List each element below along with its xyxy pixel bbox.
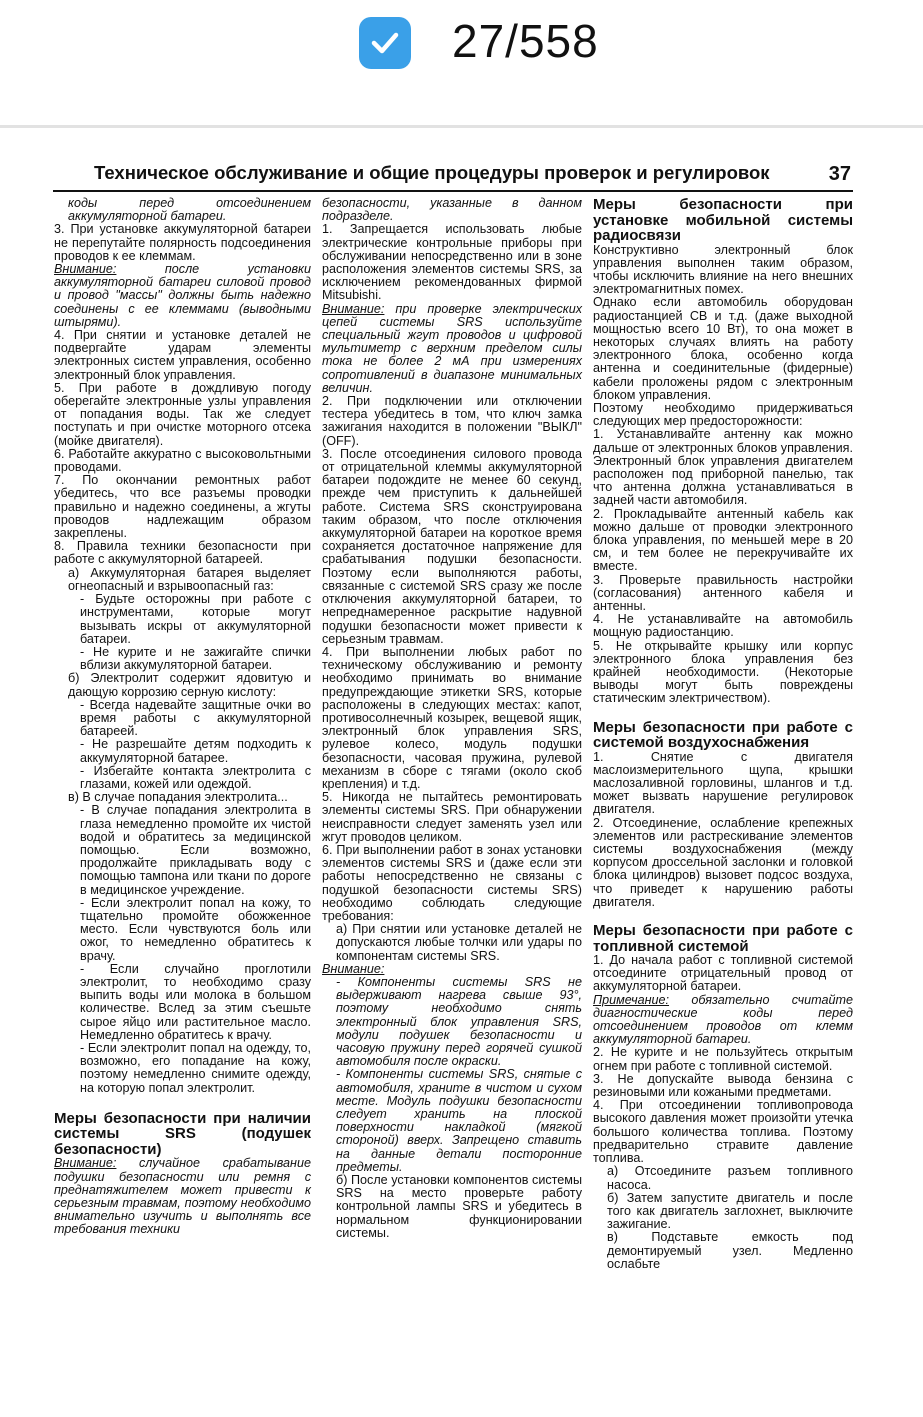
note-text: обязательно считайте диагностические коды перед отсоединением проводов от клемм аккумуляторной батареи. [593, 992, 853, 1047]
paragraph: а) Отсоедините разъем топливного насоса. [607, 1164, 853, 1192]
paragraph: 3. Не допускайте вывода бензина с резиновыми или кожаными предметами. [593, 1071, 853, 1100]
paragraph: - Будьте осторожны при работе с инструментами, которые могут вызывать искры от аккумуляторной батареи. [80, 592, 311, 646]
section-heading: Меры безопасности при наличии системы SRS (подушек безопасности) [54, 1109, 311, 1158]
paragraph: 4. При выполнении любых работ по техническому обслуживанию и ремонту необходимо принимать во внимание предупреждающие этикетки SRS, которые расположены в следующих местах: капот, противосолнечный козырек, вещевой ящик, электронный блок управления SRS, рулевое колесо, модуль подушки безопасности, часовая пружина, рулевой механизм в сборе с тягами (около скоб крепления) и т.д. [322, 644, 582, 791]
paragraph: 3. После отсоединения силового провода от отрицательной клеммы аккумуляторной батареи подождите не менее 60 секунд, прежде чем приступить к дальнейшей работе. Система SRS сконструирована таким образом, что после отключения аккумуляторной батареи на короткое время сохраняется достаточное напряжение для срабатывания подушки безопасности. Поэтому если выполняются работы, связанные с системой SRS сразу же после отключения аккумуляторной батареи, то непреднамеренное раскрытие надувной подушки безопасности может привести к серьезным травмам. [322, 446, 582, 646]
paragraph: - Компоненты системы SRS не выдерживают нагрева свыше 93°, поэтому необходимо снять электронный блок управления SRS, модули подушек безопасности и часовую пружину перед горячей сушкой автомобиля после окраски. [336, 974, 582, 1069]
paragraph [593, 994, 853, 1047]
paragraph: - Компоненты системы SRS, снятые с автомобиля, храните в чистом и сухом месте. Модуль подушки безопасности следует хранить на плоской поверхности накладкой (мягкой стороной) вверх. Запрещено ставить на данные детали посторонние предметы. [336, 1067, 582, 1174]
paragraph: - Если случайно проглотили электролит, то необходимо сразу выпить воды или молока в большом количестве. Вслед за этим съешьте сырое яйцо или растительное масло. Немедленно обратитесь к врачу. [80, 961, 311, 1042]
paragraph: безопасности, указанные в данном подразделе. [322, 196, 582, 224]
paragraph: а) Аккумуляторная батарея выделяет огнеопасный и взрывоопасный газ: [68, 565, 311, 593]
paragraph: - В случае попадания электролита в глаза немедленно промойте их чистой водой и обратитесь за медицинской помощью. Если возможно, продолжайте прикладывать воду с помощью тампона или ткани по дороге в медицинское учреждение. [80, 803, 311, 897]
page-number: 37 [828, 163, 851, 185]
paragraph: коды перед отсоединением аккумуляторной батареи. [68, 196, 311, 224]
paragraph [54, 1157, 311, 1236]
paragraph: - Если электролит попал на кожу, то тщательно промойте обожженное место. Если чувствуются боль или ожог, то немедленно обратитесь к врачу. [80, 895, 311, 963]
paragraph: - Избегайте контакта электролита с глазами, кожей или одеждой. [80, 763, 311, 791]
paragraph: Поэтому необходимо придерживаться следующих мер предосторожности: [593, 400, 853, 429]
paragraph: - Не курите и не зажигайте спички вблизи аккумуляторной батареи. [80, 644, 311, 673]
paragraph: 3. При установке аккумуляторной батареи не перепутайте полярность подсоединения проводов к ее клеммам. [54, 222, 311, 263]
paragraph: 6. При выполнении работ в зонах установки элементов системы SRS и (даже если эти работы непосредственно не связаны с подушкой безопасности системы SRS) необходимо соблюдать следующие требования: [322, 842, 582, 923]
paragraph: 2. При подключении или отключении тестера убедитесь в том, что ключ замка зажигания находится в положении "ВЫКЛ" (OFF). [322, 394, 582, 448]
paragraph: 2. Прокладывайте антенный кабель как можно дальше от проводки электронного блока управления, по меньшей мере в 20 см, и тем более не перекручивайте их вместе. [593, 506, 853, 574]
paragraph: 1. Снятие с двигателя маслоизмерительного щупа, крышки маслозаливной горловины, шлангов и т.д. может вызвать нарушение регулировок двигателя. [593, 749, 853, 817]
column-3 [593, 197, 853, 1271]
paragraph: 1. До начала работ с топливной системой отсоедините отрицательный провод от аккумуляторной батареи. [593, 953, 853, 994]
paragraph: б) После установки компонентов системы SRS на место проверьте работу контрольной лампы SRS и убедитесь в нормальном функционировании системы. [336, 1173, 582, 1240]
paragraph [54, 263, 311, 329]
column-2 [322, 197, 582, 1240]
paragraph: 4. При снятии и установке деталей не подвергайте ударам элементы электронных систем управления, особенно электронный блок управления. [54, 328, 311, 382]
page-header [53, 160, 853, 192]
paragraph: Однако если автомобиль оборудован радиостанцией СВ и т.д. (даже выходной мощностью всего 10 Вт), то она может в некоторых случаях влиять на работу электронного блока, особенно когда антенна и соединительные (фидерные) кабели проложены рядом с электронным блоком управления. [593, 295, 853, 402]
paragraph: - Не разрешайте детям подходить к аккумуляторной батарее. [80, 737, 311, 765]
paragraph: 6. Работайте аккуратно с высоковольтными проводами. [54, 446, 311, 475]
note-label: Примечание: [593, 992, 670, 1007]
paragraph [322, 303, 582, 395]
note-text: при проверке электрических цепей системы SRS используйте специальный жгут проводов и цифровой мультиметр с верхним пределом силы тока не более 2 мА при измерениях сопротивлений в диапазоне минимальных величин. [322, 301, 582, 395]
section-heading: Меры безопасности при работе с топливной системой [593, 922, 853, 955]
paragraph: 4. При отсоединении топливопровода высокого давления может произойти утечка большого количества топлива. Поэтому предварительно стравите давление топлива. [593, 1098, 853, 1166]
paragraph: - Если электролит попал на одежду, то, возможно, его попадание на кожу, поэтому немедленно снимите одежду, на которую попал электролит. [80, 1041, 311, 1095]
paragraph: 5. Не открывайте крышку или корпус электронного блока управления без крайней необходимости. (Некоторые выводы могут быть повреждены статическим электричеством). [593, 638, 853, 706]
page-edge [0, 125, 923, 128]
paragraph: Конструктивно электронный блок управления выполнен таким образом, чтобы исключить влияние на него внешних электромагнитных помех. [593, 242, 853, 297]
column-1 [54, 197, 311, 1237]
checkbox-icon[interactable] [359, 17, 411, 69]
check-mark-icon [368, 26, 402, 60]
paragraph: 7. По окончании ремонтных работ убедитесь, что все разъемы проводки правильно и надежно соединены, а жгуты проводов надлежащим образом закреплены. [54, 473, 311, 541]
note-label: Внимание: [54, 1156, 117, 1171]
paragraph: 2. Не курите и не пользуйтесь открытым огнем при работе с топливной системой. [593, 1045, 853, 1073]
paragraph: 4. Не устанавливайте на автомобиль мощную радиостанцию. [593, 612, 853, 640]
page-header-title: Техническое обслуживание и общие процедуры проверок и регулировок [94, 162, 770, 183]
paragraph: б) Электролит содержит ядовитую и дающую коррозию серную кислоту: [68, 671, 311, 699]
paragraph: в) Подставьте емкость под демонтируемый узел. Медленно ослабьте [607, 1230, 853, 1271]
paragraph: б) Затем запустите двигатель и после того как двигатель заглохнет, выключите зажигание. [607, 1190, 853, 1232]
note-text: после установки аккумуляторной батареи силовой провод и провод "массы" должны быть надежно соединены с ее клеммами (выводными штырями). [54, 262, 311, 329]
paragraph: 5. При работе в дождливую погоду оберегайте электронные узлы управления от попадания воды. Так же следует поступать и при очистке моторного отсека (мойке двигателя). [54, 380, 311, 448]
section-heading: Меры безопасности при работе с системой воздухоснабжения [593, 718, 853, 752]
paragraph: - Всегда надевайте защитные очки во время работы с аккумуляторной батареей. [80, 697, 311, 739]
paragraph: 2. Отсоединение, ослабление крепежных элементов или растрескивание элементов системы воздухоснабжения (между корпусом дроссельной заслонки и головкой блока цилиндров) вызовет подсос воздуха, что приведет к нарушению работы двигателя. [593, 815, 853, 909]
section-heading: Меры безопасности при установке мобильной системы радиосвязи [593, 196, 853, 244]
note-label: Внимание: [54, 262, 117, 277]
paragraph: 1. Устанавливайте антенну как можно дальше от электронных блоков управления. Электронный блок управления двигателем расположен под приборной панелью, так что антенна должна устанавливаться в задней части автомобиля. [593, 427, 853, 508]
paragraph: 1. Запрещается использовать любые электрические контрольные приборы при обслуживании непосредственно или в зоне расположения элементов системы SRS, за исключением рекомендованных фирмой Mitsubishi. [322, 222, 582, 303]
page-counter: 27/558 [452, 15, 599, 67]
note-label: Внимание: [322, 961, 385, 976]
reader-topbar [0, 0, 923, 125]
paragraph: 3. Проверьте правильность настройки (согласования) антенного кабеля и антенны. [593, 572, 853, 613]
note-label: Внимание: [322, 301, 385, 316]
note-text: случайное срабатывание подушки безопасности или ремня с преднатяжителем может привести к серьезным травмам, поэтому необходимо внимательно изучить и выполнять все требования техники [54, 1156, 311, 1237]
paragraph: 5. Никогда не пытайтесь ремонтировать элементы системы SRS. При обнаружении неисправности следует заменять узел или жгут проводов целиком. [322, 790, 582, 844]
paragraph: 8. Правила техники безопасности при работе с аккумуляторной батареей. [54, 539, 311, 567]
paragraph: в) В случае попадания электролита... [68, 790, 288, 805]
paragraph: а) При снятии или установке деталей не допускаются любые толчки или удары по компонентам системы SRS. [336, 922, 582, 963]
